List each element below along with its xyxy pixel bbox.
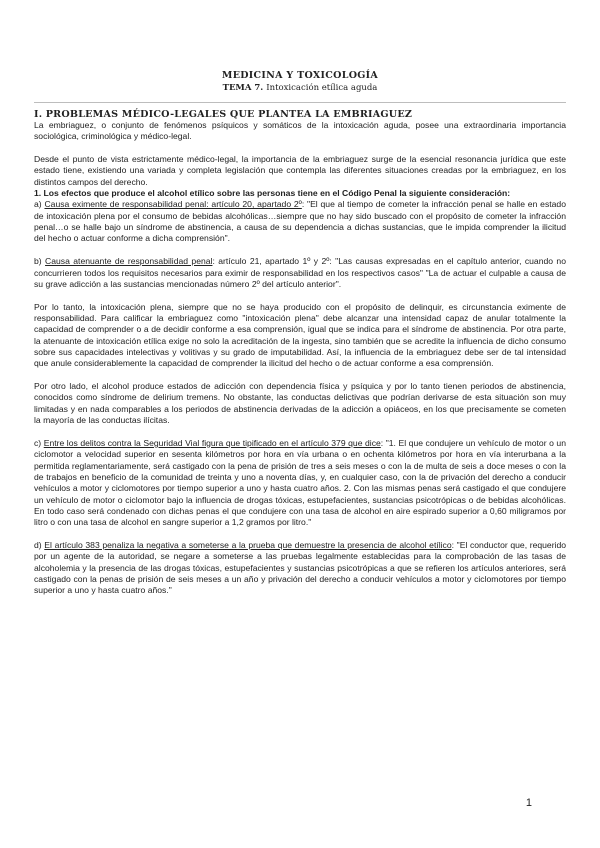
point-1-heading: 1. Los efectos que produce el alcohol etílico sobre las personas tiene en el Código Penal la siguiente consideración: — [34, 188, 511, 199]
item-b-underlined: Causa atenuante de responsabilidad penal — [45, 256, 213, 267]
item-a-underlined: Causa eximente de responsabilidad penal: artículo 20, apartado 2º — [44, 199, 302, 210]
paragraph-intoxicacion-plena: Por lo tanto, la intoxicación plena, siempre que no se haya producido con el propósito de delinquir, es circunstancia eximente de responsabilidad. Para calificar la embriaguez como "intoxicación plena" debe alcanzar una intensidad capaz de anular totalmente la capacidad de comprender o a de decidir conforme a esa comprensión, igual que se indica para el síndrome de abstinencia. Por otra parte, la atenuante de intoxicación etílica exige no solo la acreditación de la ingesta, sino también que se acredite la influencia de dicho consumo sobre sus capacidades intelectivas y volitivas y su grado de imputabilidad. Así, la influencia de la embriaguez debe ser de tal intensidad que anule considerablemente la capacidad de comprender la ilicitud del hecho o de actuar conforme a esa comprensión. — [34, 301, 566, 369]
topic-title: Intoxicación etílica aguda — [266, 83, 378, 93]
document-body — [34, 109, 566, 597]
item-a-text: : "El que al tiempo de cometer la infracción penal se halle en estado de intoxicación plena por el consumo de bebidas alcohólicas…siempre que no hay sido buscado con el propósito de cometer la infracción penal…o se halle bajo un síndrome de abstinencia, a causa de su dependencia a dichas sustancias, que le impida comprender la ilicitud del hecho o actuar conforme a dicha comprensión". — [34, 199, 566, 244]
subject-title: MEDICINA Y TOXICOLOGÍA — [221, 70, 379, 81]
document-header — [0, 70, 600, 94]
item-d-underlined: El artículo 383 penaliza la negativa a someterse a la prueba que demuestre la presencia de alcohol etílico — [44, 540, 452, 550]
item-b-label: b) — [34, 256, 42, 267]
item-b — [34, 256, 566, 290]
item-c-underlined: Entre los delitos contra la Seguridad Vial figura que tipificado en el artículo 379 que dice — [43, 437, 381, 448]
item-c-text: : "1. El que condujere un vehículo de motor o un ciclomotor a velocidad superior en sesenta kilómetros por hora en vía urbana o en ochenta kilómetros por hora en vía interurbana a la permitida reglamentariamente, será castigado con la pena de prisión de tres a seis meses o con la de multa de seis a doce meses o con la de trabajos en beneficio de la comunidad de treinta y uno a noventa días, y, en cualquier caso, con la de privación del derecho a conducir vehículos a motor y ciclomotores por tiempo superior a uno y hasta cuatro años. 2. Con las mismas penas será castigado el que condujere un vehículo de motor o ciclomotor bajo la influencia de drogas tóxicas, estupefacientes, sustancias psicotrópicas o de bebidas alcohólicas. En todo caso será condenado con dichas penas el que condujere con una tasa de alcohol en aire espirado superior a 0,60 miligramos por litro o con una tasa de alcohol en sangre superior a 1,2 gramos por litro." — [34, 437, 566, 528]
paragraph-legal-importance: Desde el punto de vista estrictamente médico-legal, la importancia de la embriaguez surge de la esencial resonancia jurídica que este estado tiene, existiendo una variada y completa legislación que contempla las diferentes situaciones creadas por la embriaguez, en los distintos campos del derecho. — [34, 154, 566, 187]
item-a-label: a) — [34, 199, 42, 210]
section-heading: I. PROBLEMAS MÉDICO-LEGALES QUE PLANTEA LA EMBRIAGUEZ — [34, 109, 413, 120]
header-divider — [34, 102, 566, 103]
topic-line — [0, 82, 600, 94]
item-d-text: : "El conductor que, requerido por un agente de la autoridad, se negare a someterse a las pruebas legalmente establecidas para la comprobación de las tasas de alcoholemia y la presencia de las drogas tóxicas, estupefacientes y sustancias psicotrópicas a que se refieren los artículos anteriores, será castigado con la penas de prisión de seis meses a un año y privación del derecho a conducir vehículos a motor y ciclomotores por tiempo superior a uno y hasta cuatro años." — [34, 540, 567, 596]
item-a — [34, 199, 566, 244]
paragraph-intro: La embriaguez, o conjunto de fenómenos psíquicos y somáticos de la intoxicación aguda, posee una extraordinaria importancia sociológica, criminológica y médico-legal. — [34, 120, 566, 142]
item-c-label: c) — [34, 437, 42, 448]
item-c — [34, 438, 566, 529]
item-d-label: d) — [34, 540, 42, 550]
item-b-text: : artículo 21, apartado 1º y 2º: "Las causas expresadas en el capítulo anterior, cuando no concurrieren todos los requisitos necesarios para eximir de responsabilidad en los respectivos casos" "La de actuar el culpable a causa de su grave adicción a las sustancias mencionadas número 2º del artículo anterior". — [34, 256, 566, 289]
page-number: 1 — [525, 797, 532, 809]
item-d — [34, 540, 566, 597]
paragraph-adiccion: Por otro lado, el alcohol produce estados de adicción con dependencia física y psíquica y por lo tanto tienen periodos de abstinencia, conocidos como síndrome de delirium tremens. No obstante, las conductas delictivas que podrían derivarse de esta situación son muy limitadas y en nada comparables a los periodos de abstinencia derivadas de la adicción a opiáceos, en los que precisamente se cometen la mayoría de las conductas ilícitas. — [34, 381, 566, 426]
topic-label: TEMA 7. — [222, 83, 264, 93]
